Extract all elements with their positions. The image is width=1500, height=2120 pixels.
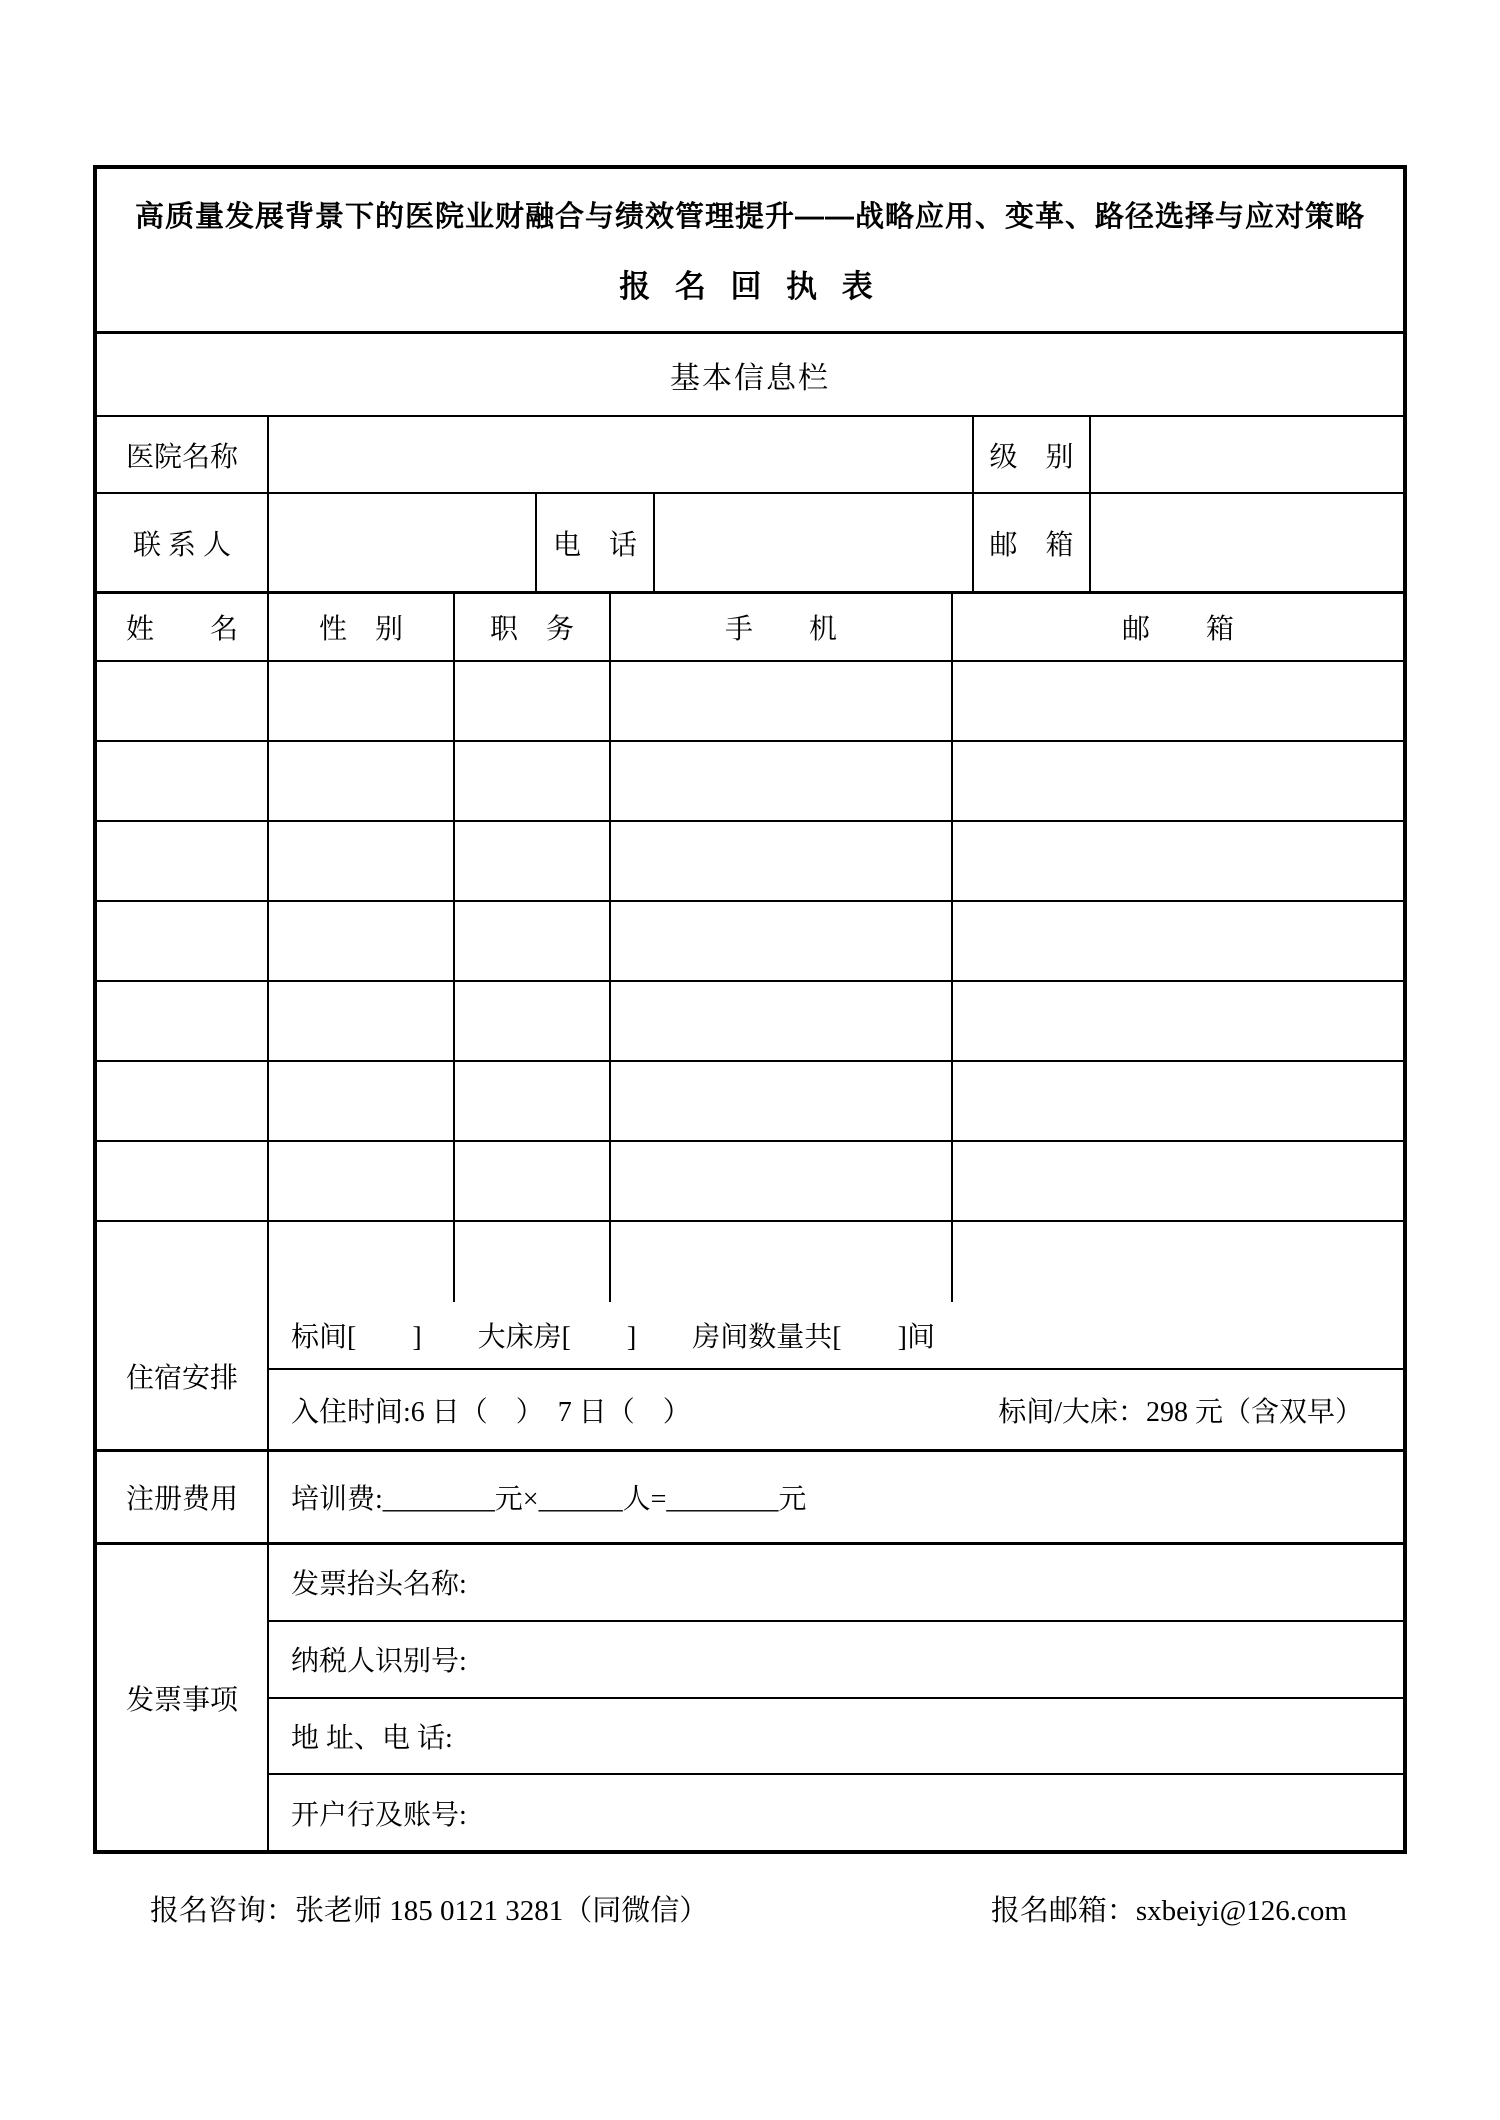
attendee-blank-cell (455, 1222, 611, 1302)
registration-form-table (93, 165, 1407, 1854)
attendee-blank-cell (611, 1142, 953, 1220)
attendee-blank-cell (611, 1222, 953, 1302)
email-blank-cell (1091, 494, 1403, 591)
attendee-header-mobile: 手 机 (611, 594, 953, 660)
attendee-blank-cell (97, 742, 269, 820)
attendee-blank-cell (269, 1142, 455, 1220)
attendee-header-position: 职 务 (455, 594, 611, 660)
invoice-row-1: 发票抬头名称: (269, 1545, 1403, 1622)
attendee-header-row (97, 594, 1403, 662)
attendee-blank-cell (953, 742, 1403, 820)
accommodation-room-line: 标间[ ] 大床房[ ] 房间数量共[ ]间 (269, 1302, 1403, 1370)
attendee-blank-cell (455, 902, 611, 980)
attendee-row-4 (97, 902, 1403, 982)
attendee-blank-cell (455, 1142, 611, 1220)
attendee-blank-cell (953, 822, 1403, 900)
attendee-blank-cell (611, 1062, 953, 1140)
form-title: 高质量发展背景下的医院业财融合与绩效管理提升——战略应用、变革、路径选择与应对策略 (134, 201, 1365, 233)
invoice-rows (269, 1545, 1403, 1850)
attendee-blank-cell (97, 662, 269, 740)
invoice-row-4: 开户行及账号: (291, 1799, 467, 1831)
contact-label: 联 系 人 (97, 494, 269, 591)
attendee-row-3 (97, 822, 1403, 902)
footer-registration-email: 报名邮箱：sxbeiyi@126.com (990, 1895, 1347, 1927)
attendee-header-email: 邮 箱 (1121, 614, 1234, 645)
phone-blank-cell (655, 494, 974, 591)
attendee-row-1 (97, 662, 1403, 742)
title-block (97, 169, 1403, 334)
attendee-blank-cell (953, 982, 1403, 1060)
attendee-blank-cell (269, 982, 455, 1060)
attendee-blank-cell (97, 982, 269, 1060)
attendee-blank-cell (455, 742, 611, 820)
attendee-blank-cell (611, 742, 953, 820)
page-footer (93, 1888, 1407, 1929)
footer-consult-contact: 报名咨询：张老师 185 0121 3281（同微信） (150, 1895, 709, 1927)
attendee-blank-cell (269, 902, 455, 980)
invoice-label: 发票事项 (97, 1545, 269, 1850)
attendee-row-7 (97, 1142, 1403, 1222)
attendee-row-2 (97, 742, 1403, 822)
attendee-blank-cell (611, 662, 953, 740)
form-subtitle: 报 名 回 执 表 (619, 269, 881, 304)
attendee-rows (97, 662, 1403, 1302)
accommodation-row (97, 1302, 1403, 1452)
attendee-blank-cell (611, 822, 953, 900)
accommodation-label: 住宿安排 (97, 1302, 269, 1449)
attendee-blank-cell (953, 1062, 1403, 1140)
accommodation-content (269, 1302, 1403, 1449)
registration-fee-row (97, 1452, 1403, 1545)
invoice-section (97, 1545, 1403, 1850)
attendee-blank-cell (611, 982, 953, 1060)
attendee-blank-cell (455, 982, 611, 1060)
attendee-blank-cell (953, 902, 1403, 980)
attendee-blank-cell (269, 822, 455, 900)
attendee-blank-cell (97, 902, 269, 980)
attendee-blank-cell (953, 1142, 1403, 1220)
accommodation-date-line: 入住时间:6 日（ ） 7 日（ ） 标间/大床：298 元（含双早） (269, 1370, 1403, 1449)
attendee-blank-cell (455, 822, 611, 900)
attendee-row-6 (97, 1062, 1403, 1142)
attendee-blank-cell (611, 902, 953, 980)
phone-label: 电 话 (537, 494, 655, 591)
attendee-blank-cell (269, 742, 455, 820)
attendee-blank-cell (97, 1222, 269, 1302)
attendee-blank-cell (97, 822, 269, 900)
attendee-row-8 (97, 1222, 1403, 1302)
attendee-blank-cell (953, 662, 1403, 740)
attendee-blank-cell (269, 1062, 455, 1140)
attendee-blank-cell (455, 662, 611, 740)
attendee-blank-cell (455, 1062, 611, 1140)
attendee-blank-cell (953, 1222, 1403, 1302)
hospital-name-label: 医院名称 (97, 417, 269, 492)
contact-row (97, 494, 1403, 594)
level-label: 级 别 (974, 417, 1091, 492)
contact-blank-cell (269, 494, 537, 591)
accommodation-price: 标间/大床：298 元（含双早） (998, 1396, 1363, 1428)
hospital-name-blank-cell (269, 417, 974, 492)
level-blank-cell (1091, 417, 1403, 492)
hospital-row (97, 417, 1403, 494)
registration-fee-formula: 培训费:________元×______人=________元 (291, 1484, 807, 1515)
basic-info-section-header (97, 334, 1403, 417)
attendee-blank-cell (269, 662, 455, 740)
attendee-header-name: 姓 名 (97, 594, 269, 660)
attendee-row-5 (97, 982, 1403, 1062)
registration-fee-label: 注册费用 (97, 1452, 269, 1542)
invoice-row-3: 地 址、电 话: (269, 1699, 1403, 1776)
attendee-blank-cell (97, 1142, 269, 1220)
attendee-blank-cell (269, 1222, 455, 1302)
invoice-row-2: 纳税人识别号: (269, 1622, 1403, 1699)
attendee-blank-cell (97, 1062, 269, 1140)
basic-info-section-title: 基本信息栏 (670, 361, 830, 395)
email-label: 邮 箱 (974, 494, 1091, 591)
attendee-header-gender: 性 别 (269, 594, 455, 660)
